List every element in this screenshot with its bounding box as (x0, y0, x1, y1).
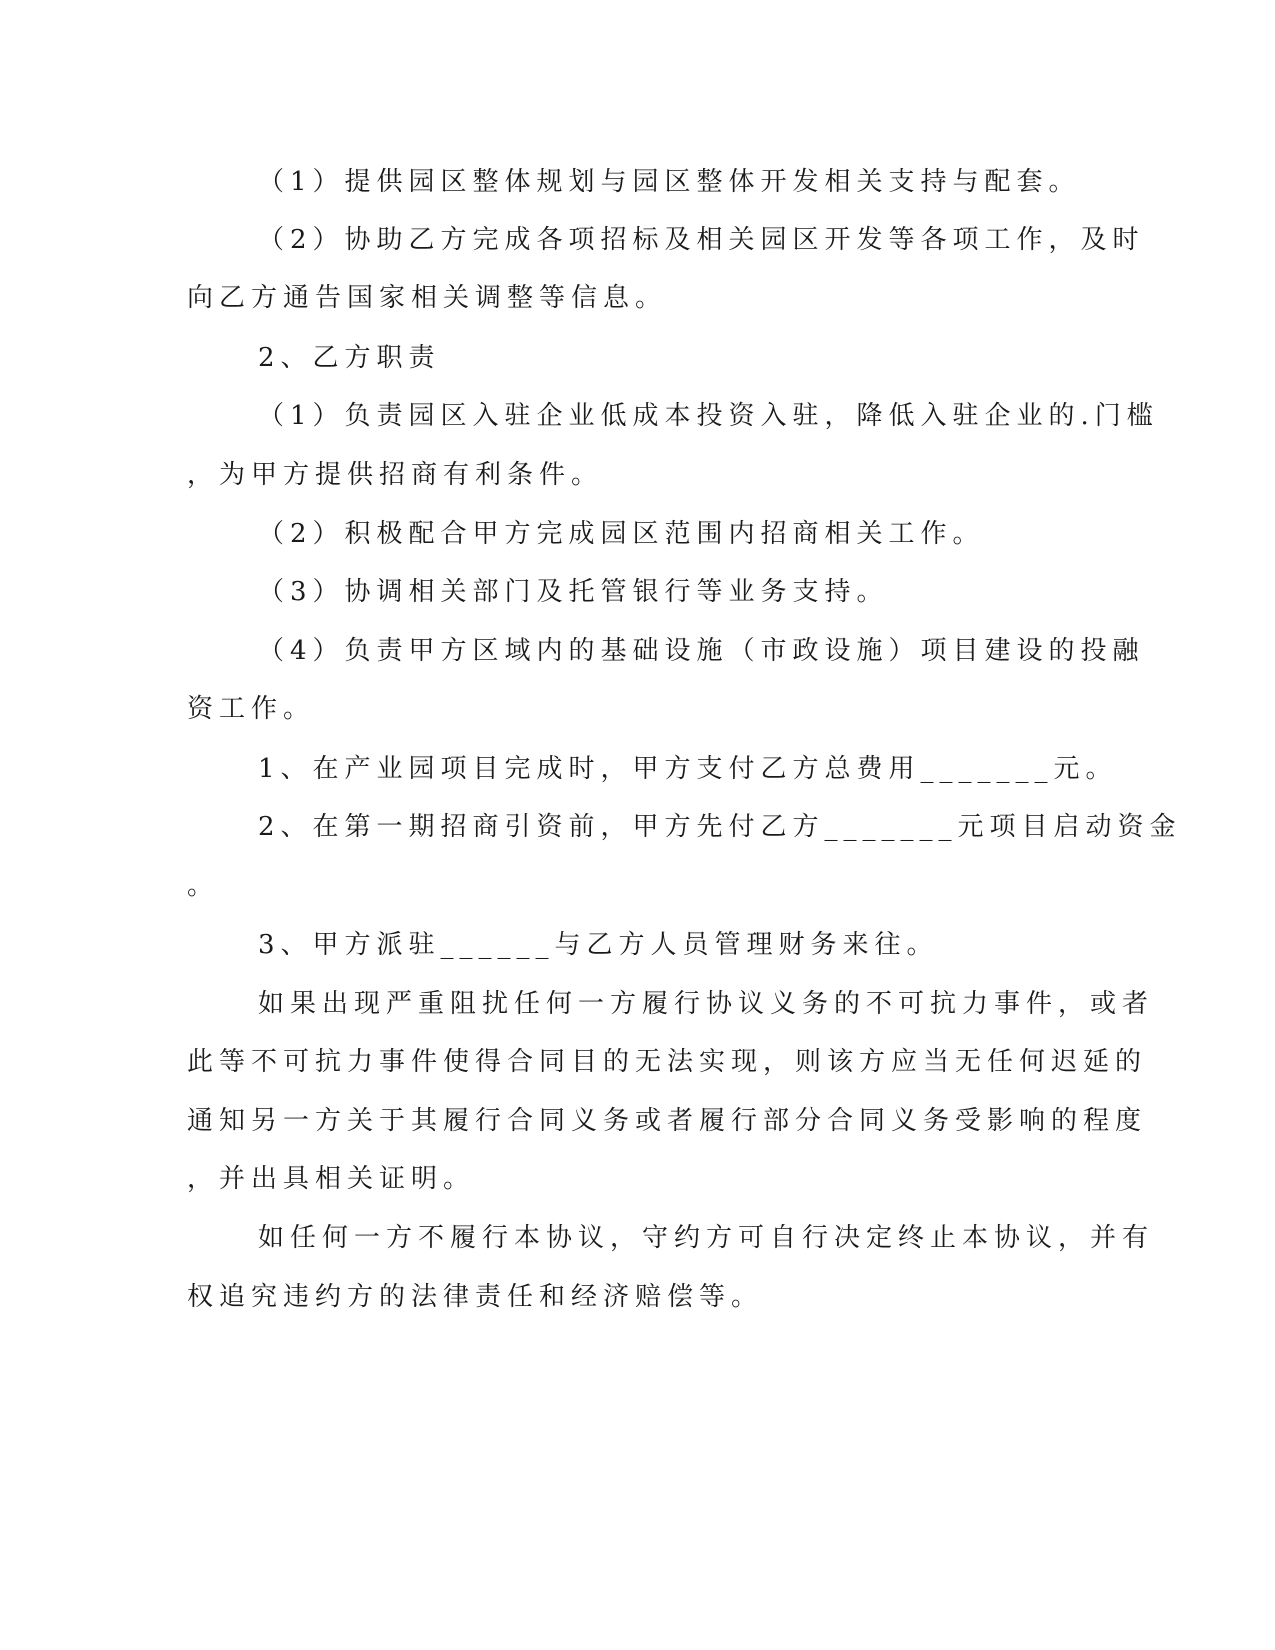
paragraph-line: ，为甲方提供招商有利条件。 (187, 460, 604, 490)
paragraph-line: 如任何一方不履行本协议，守约方可自行决定终止本协议，并有 (258, 1223, 1155, 1253)
paragraph-line: 向乙方通告国家相关调整等信息。 (187, 283, 668, 313)
paragraph-line: （3）协调相关部门及托管银行等业务支持。 (258, 577, 889, 607)
paragraph-line: 通知另一方关于其履行合同义务或者履行部分合同义务受影响的程度 (187, 1106, 1148, 1136)
paragraph-line: 权追究违约方的法律责任和经济赔偿等。 (187, 1282, 764, 1312)
paragraph-line: 1、在产业园项目完成时，甲方支付乙方总费用_______元。 (258, 754, 1118, 784)
paragraph-line: 资工作。 (187, 694, 316, 724)
paragraph-line: （1）提供园区整体规划与园区整体开发相关支持与配套。 (258, 167, 1081, 197)
paragraph-line: 2、在第一期招商引资前，甲方先付乙方_______元项目启动资金 (258, 812, 1182, 842)
paragraph-line: 。 (187, 871, 220, 901)
paragraph-line: （2）积极配合甲方完成园区范围内招商相关工作。 (258, 519, 985, 549)
paragraph-line: ，并出具相关证明。 (187, 1164, 476, 1194)
section-heading: 2、乙方职责 (258, 343, 441, 373)
paragraph-line: （1）负责园区入驻企业低成本投资入驻，降低入驻企业的.门槛 (258, 401, 1159, 431)
paragraph-line: 如果出现严重阻扰任何一方履行协议义务的不可抗力事件，或者 (258, 989, 1155, 1019)
paragraph-line: （4）负责甲方区域内的基础设施（市政设施）项目建设的投融 (258, 636, 1145, 666)
paragraph-line: （2）协助乙方完成各项招标及相关园区开发等各项工作，及时 (258, 225, 1145, 255)
paragraph-line: 3、甲方派驻______与乙方人员管理财务来往。 (258, 930, 939, 960)
paragraph-line: 此等不可抗力事件使得合同目的无法实现，则该方应当无任何迟延的 (187, 1047, 1148, 1077)
